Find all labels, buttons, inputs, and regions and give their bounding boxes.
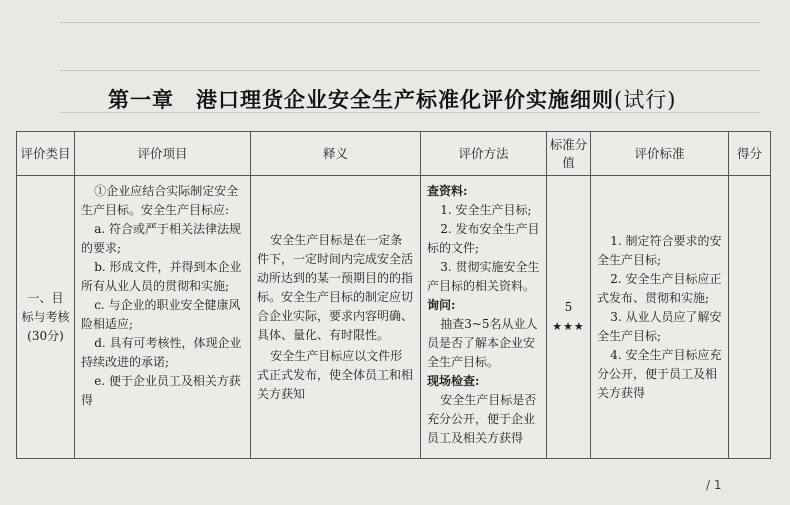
points-cell: [729, 176, 771, 459]
table-row: [17, 176, 771, 459]
criteria-line: 2. 安全生产目标应正式发布、贯彻和实施;: [597, 271, 722, 305]
criteria-line: 3. 从业人员应了解安全生产目标;: [597, 309, 722, 343]
page-title-main: 第一章 港口理货企业安全生产标准化评价实施细则: [108, 87, 614, 112]
score-cell: [547, 176, 591, 459]
header-category: 评价类目: [17, 132, 75, 176]
method-cell: [421, 176, 547, 459]
ghost-rule: [60, 22, 760, 23]
item-line: d. 具有可考核性，体现企业持续改进的承诺;: [81, 336, 242, 369]
item-line: a. 符合或严于相关法律法规的要求;: [81, 222, 241, 255]
header-score: 标准分值: [547, 132, 591, 176]
method-line: 3. 贯彻实施安全生产目标的相关资料。: [427, 260, 540, 293]
criteria-line: 4. 安全生产目标应充分公开，便于员工及相关方获得: [597, 347, 722, 400]
category-line: 标与考核: [21, 309, 70, 324]
item-line: c. 与企业的职业安全健康风险相适应;: [81, 298, 241, 331]
method-line: 抽查3~5名从业人员是否了解本企业安全生产目标。: [427, 317, 538, 369]
method-line: 1. 安全生产目标;: [440, 203, 532, 217]
explanation-paragraph: 安全生产目标是在一定条件下，一定时间内完成安全活动所达到的某一预期目的的指标。安全生产目标的制定应切合企业实际，要求内容明确、具体、量化、有时限性。: [257, 232, 414, 342]
method-line: 2. 发布安全生产目标的文件;: [427, 222, 540, 255]
page-title: [108, 84, 728, 114]
method-line: 安全生产目标是否充分公开，便于企业员工及相关方获得: [427, 393, 537, 445]
item-cell: [75, 176, 251, 459]
header-explanation: 释义: [251, 132, 421, 176]
criteria-line: 1. 制定符合要求的安全生产目标;: [597, 233, 722, 267]
ghost-rule: [60, 70, 760, 71]
evaluation-table: [16, 131, 771, 459]
score-value: 5: [564, 300, 573, 314]
explanation-cell: [251, 176, 421, 459]
page-title-suffix: (试行): [614, 88, 677, 112]
header-method: 评价方法: [421, 132, 547, 176]
category-line: 一、目: [27, 290, 64, 305]
item-line: ①企业应结合实际制定安全生产目标。安全生产目标应:: [81, 184, 239, 217]
criteria-cell: [591, 176, 729, 459]
page-number: / 1: [706, 478, 722, 492]
header-item: 评价项目: [75, 132, 251, 176]
item-line: b. 形成文件，并得到本企业所有从业人员的贯彻和实施;: [81, 260, 242, 293]
header-points: 得分: [729, 132, 771, 176]
importance-stars: ★★★: [552, 320, 585, 333]
method-line: 现场检查:: [427, 374, 480, 388]
explanation-paragraph: 安全生产目标应以文件形式正式发布，使全体员工和相关方获知: [257, 348, 414, 401]
method-line: 询问:: [427, 298, 456, 312]
method-line: 查资料:: [427, 184, 468, 198]
item-line: e. 便于企业员工及相关方获得: [81, 374, 241, 407]
header-criteria: 评价标准: [591, 132, 729, 176]
category-line: (30分): [27, 328, 64, 343]
category-cell: [17, 176, 75, 459]
table-header-row: [17, 132, 771, 176]
